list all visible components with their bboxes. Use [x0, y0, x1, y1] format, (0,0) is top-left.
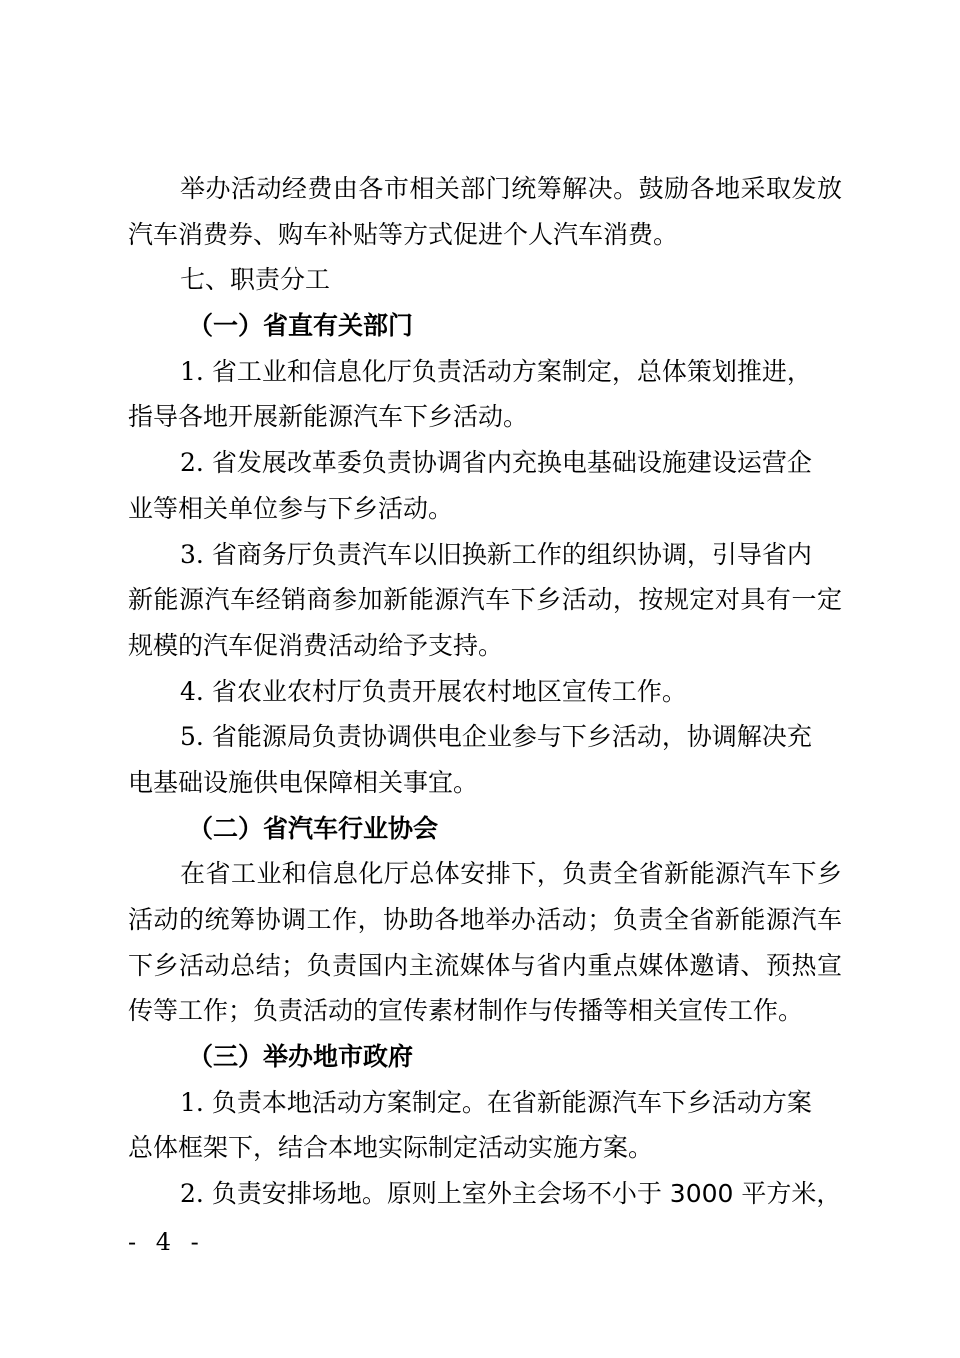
list-number: 3. [180, 539, 204, 569]
list-item-line [128, 669, 842, 715]
paragraph-line: 总体框架下，结合本地实际制定活动实施方案。 [128, 1133, 654, 1163]
paragraph-line: 汽车消费券、购车补贴等方式促进个人汽车消费。 [128, 219, 679, 249]
list-text: 省工业和信息化厅负责活动方案制定，总体策划推进， [211, 356, 812, 386]
subsection-heading: （二）省汽车行业协会 [188, 813, 439, 843]
page-number: - 4 - [128, 1228, 205, 1256]
paragraph-line: 电基础设施供电保障相关事宜。 [128, 767, 479, 797]
paragraph-line: 活动的统筹协调工作，协助各地举办活动；负责全省新能源汽车 [128, 905, 842, 934]
paragraph-line: 规模的汽车促消费活动给予支持。 [128, 630, 504, 660]
paragraph-line: 新能源汽车经销商参加新能源汽车下乡活动，按规定对具有一定 [128, 585, 842, 615]
paragraph-line: 下乡活动总结；负责国内主流媒体与省内重点媒体邀请、预热宣 [128, 950, 842, 980]
list-item-line [128, 349, 842, 395]
list-number: 1. [180, 356, 204, 386]
list-number: 5. [180, 722, 204, 752]
paragraph-line: 传等工作；负责活动的宣传素材制作与传播等相关宣传工作。 [128, 996, 804, 1026]
list-number: 4. [180, 676, 204, 706]
subsection-heading: （三）举办地市政府 [188, 1042, 414, 1072]
list-item-line [128, 714, 842, 760]
list-text: 负责安排场地。原则上室外主会场不小于 3000 平方米， [211, 1179, 842, 1209]
list-text: 省发展改革委负责协调省内充换电基础设施建设运营企 [211, 448, 812, 478]
paragraph-line: 指导各地开展新能源汽车下乡活动。 [128, 402, 529, 432]
subsection-heading: （一）省直有关部门 [188, 311, 414, 341]
list-item-line [128, 1080, 842, 1126]
paragraph-line: 业等相关单位参与下乡活动。 [128, 493, 454, 523]
list-number: 2. [180, 448, 204, 478]
list-item-line [128, 440, 842, 486]
list-item-line [128, 1171, 842, 1217]
list-item-line [128, 532, 842, 578]
list-text: 省农业农村厅负责开展农村地区宣传工作。 [211, 676, 687, 706]
list-number: 1. [180, 1087, 204, 1117]
list-text: 省商务厅负责汽车以旧换新工作的组织协调，引导省内 [211, 539, 812, 569]
section-heading: 七、职责分工 [180, 265, 331, 295]
list-number: 2. [180, 1179, 204, 1209]
list-text: 省能源局负责协调供电企业参与下乡活动，协调解决充 [211, 722, 812, 752]
list-text: 负责本地活动方案制定。在省新能源汽车下乡活动方案 [211, 1087, 812, 1117]
document-body [128, 166, 842, 1217]
paragraph-line: 举办活动经费由各市相关部门统筹解决。鼓励各地采取发放 [180, 174, 842, 203]
paragraph-line: 在省工业和信息化厅总体安排下，负责全省新能源汽车下乡 [180, 859, 842, 889]
